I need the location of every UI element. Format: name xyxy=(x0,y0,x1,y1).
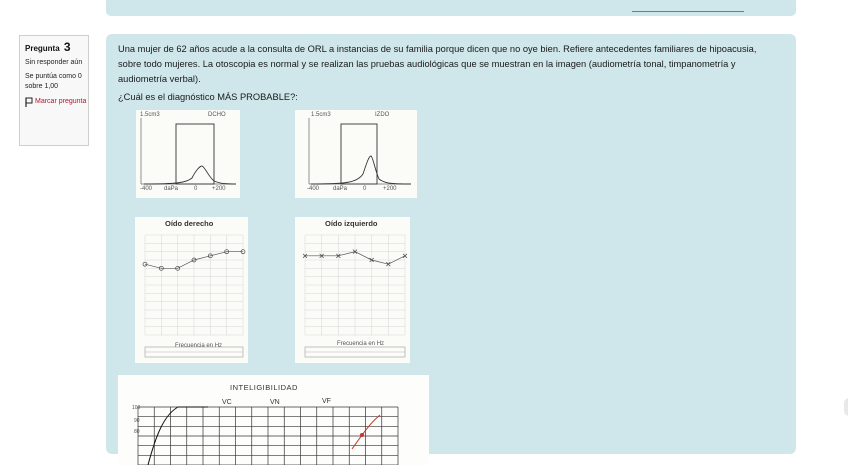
audiogram-left-title: Oído izquierdo xyxy=(325,219,378,228)
question-score: Se puntúa como 0 sobre 1,00 xyxy=(25,73,82,90)
audiogram-right-plot xyxy=(135,217,248,363)
tympanogram-right-image xyxy=(136,110,240,198)
curve-vf-label: VF xyxy=(322,398,331,405)
flag-question-label: Marcar pregunta xyxy=(35,98,87,105)
intelligibility-title: INTELIGIBILIDAD xyxy=(230,383,298,392)
intel-y-80: 80 xyxy=(134,429,140,435)
curve-vn-label: VN xyxy=(270,399,280,406)
question-prompt: ¿Cuál es el diagnóstico MÁS PROBABLE?: xyxy=(118,92,298,102)
flag-question-link[interactable] xyxy=(25,97,88,107)
tymp-right-x-1: daPa xyxy=(164,186,179,192)
audiogram-right-x-caption: Frecuencia en Hz xyxy=(175,343,223,349)
question-info-box xyxy=(19,35,89,146)
question-label: Pregunta xyxy=(25,44,60,53)
curve-vf xyxy=(352,415,380,449)
tymp-left-x-3: +200 xyxy=(383,186,397,192)
tymp-right-x-3: +200 xyxy=(212,186,226,192)
tympanogram-left-side: IZDO xyxy=(375,112,390,118)
tympanogram-left-plot xyxy=(295,110,417,198)
tymp-right-x-0: -400 xyxy=(140,186,153,192)
curve-vc-label: VC xyxy=(222,399,232,406)
curve-vf-marker xyxy=(360,433,364,437)
tymp-right-x-2: 0 xyxy=(194,186,198,192)
tymp-left-x-2: 0 xyxy=(363,186,367,192)
audiogram-right-image xyxy=(135,217,248,363)
intel-y-90: 90 xyxy=(134,418,140,424)
audiogram-right-title: Oído derecho xyxy=(165,219,214,228)
intelligibility-image xyxy=(118,375,429,465)
tymp-left-x-0: -400 xyxy=(307,186,320,192)
question-heading xyxy=(25,40,88,54)
question-number: 3 xyxy=(63,40,71,54)
audiogram-left-x-caption: Frecuencia en Hz xyxy=(337,341,385,347)
tympanogram-left-image xyxy=(295,110,417,198)
question-text: Una mujer de 62 años acude a la consulta de ORL a instancias de su familia porque dicen que no oye bien. Refiere antecedentes familiares de hipoacusia, sobre todo mujeres. La otoscopia es normal y se realizan las pruebas audiológicas que se muestran en la imagen (audiometría tonal, timpanometría y audiometría verbal). xyxy=(118,44,757,84)
previous-card-button-edge xyxy=(632,11,744,12)
audiogram-left-image xyxy=(295,217,410,363)
tympanogram-right-side: DCHO xyxy=(208,112,226,118)
flag-icon xyxy=(25,97,33,107)
intelligibility-grid xyxy=(118,375,429,465)
tympanogram-right-volume: 1.5cm3 xyxy=(140,112,160,118)
scroll-handle[interactable] xyxy=(844,398,848,416)
intel-y-100: 100 xyxy=(132,405,141,411)
previous-question-card xyxy=(106,0,796,16)
tympanogram-left-volume: 1.5cm3 xyxy=(311,112,331,118)
question-card xyxy=(106,34,796,454)
tympanogram-right-plot xyxy=(136,110,240,198)
question-status: Sin responder aún xyxy=(25,59,83,66)
tymp-left-x-1: daPa xyxy=(333,186,348,192)
